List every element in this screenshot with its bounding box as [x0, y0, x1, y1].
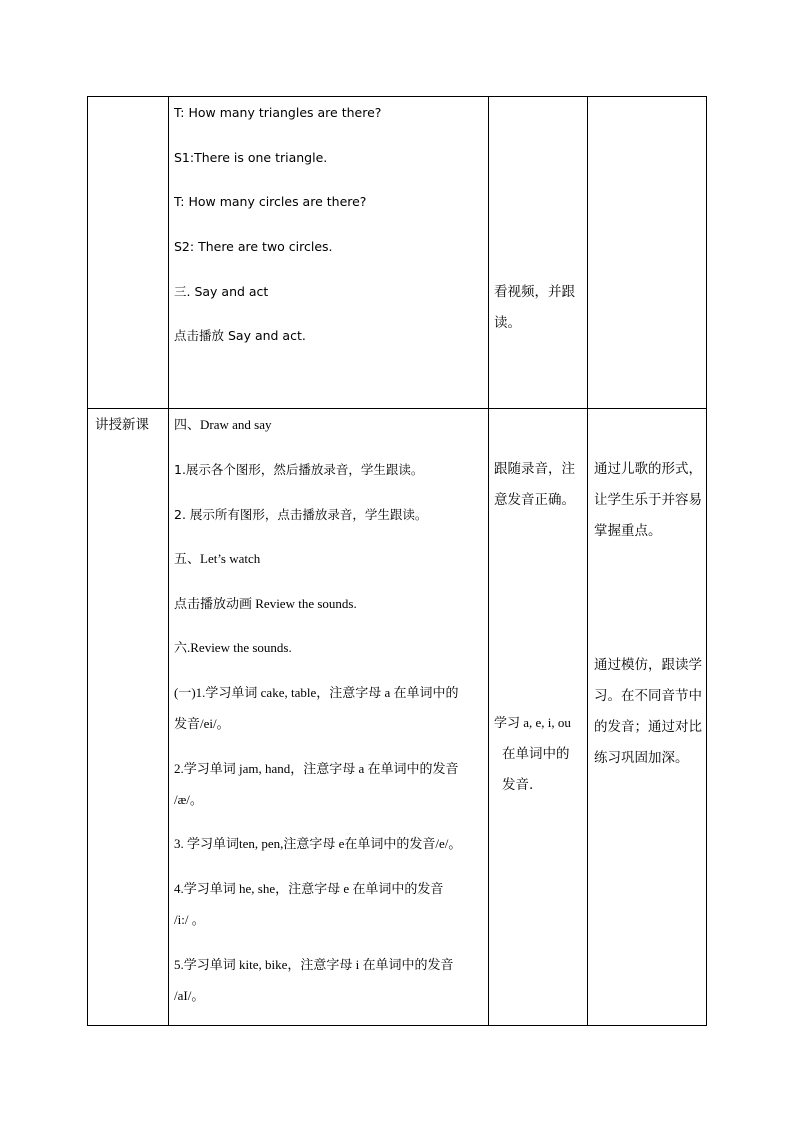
column-divider — [488, 97, 489, 1025]
step-line: 4.学习单词 he, she，注意字母 e 在单词中的发音 — [174, 881, 444, 896]
lesson-table — [87, 96, 707, 1026]
row2-student-activity-b-line2: 在单词中的 — [502, 746, 570, 762]
step-line-cont: /i:/ 。 — [174, 912, 205, 927]
step-line: 5.学习单词 kite, bike，注意字母 i 在单词中的发音 — [174, 957, 454, 972]
step-line: 3. 学习单词ten, pen,注意字母 e在单词中的发音/e/。 — [174, 836, 462, 851]
section-heading: 四、Draw and say — [174, 417, 272, 432]
dialogue-line: T: How many triangles are there? — [174, 105, 382, 120]
section-heading: 六.Review the sounds. — [174, 640, 292, 655]
row2-student-activity-a: 跟随录音，注意发音正确。 — [494, 461, 575, 508]
row2-student-activity-b-line1: 学习 a, e, i, ou — [494, 715, 571, 730]
instruction-line: 点击播放动画 Review the sounds. — [174, 596, 357, 611]
step-line: (一)1.学习单词 cake, table，注意字母 a 在单词中的 — [174, 685, 459, 700]
step-line: 2.学习单词 jam, hand，注意字母 a 在单词中的发音 — [174, 761, 459, 776]
column-divider — [587, 97, 588, 1025]
instruction-line: 点击播放 Say and act. — [174, 328, 306, 343]
row1-student-activity: 看视频，并跟读。 — [494, 284, 575, 331]
dialogue-line: S1:There is one triangle. — [174, 150, 328, 165]
row2-student-activity-b-line3: 发音. — [502, 777, 534, 793]
row2-design-intent-a: 通过儿歌的形式，让学生乐于并容易掌握重点。 — [594, 461, 702, 539]
step-line-cont: /aI/。 — [174, 988, 205, 1003]
step-line-cont: /æ/。 — [174, 792, 203, 807]
step-line-cont: 发音/ei/。 — [174, 716, 230, 731]
section-heading: 三. Say and act — [174, 284, 269, 299]
row2-design-intent-b: 通过模仿，跟读学习。在不同音节中的发音；通过对比练习巩固加深。 — [594, 657, 702, 766]
stage-label: 讲授新课 — [95, 417, 149, 433]
step-line: 1.展示各个图形，然后播放录音，学生跟读。 — [174, 462, 424, 477]
section-heading: 五、Let’s watch — [174, 551, 261, 566]
column-divider — [168, 97, 169, 1025]
dialogue-line: S2: There are two circles. — [174, 239, 333, 254]
dialogue-line: T: How many circles are there? — [174, 194, 367, 209]
step-line: 2. 展示所有图形，点击播放录音，学生跟读。 — [174, 507, 428, 522]
row-divider — [88, 408, 706, 409]
